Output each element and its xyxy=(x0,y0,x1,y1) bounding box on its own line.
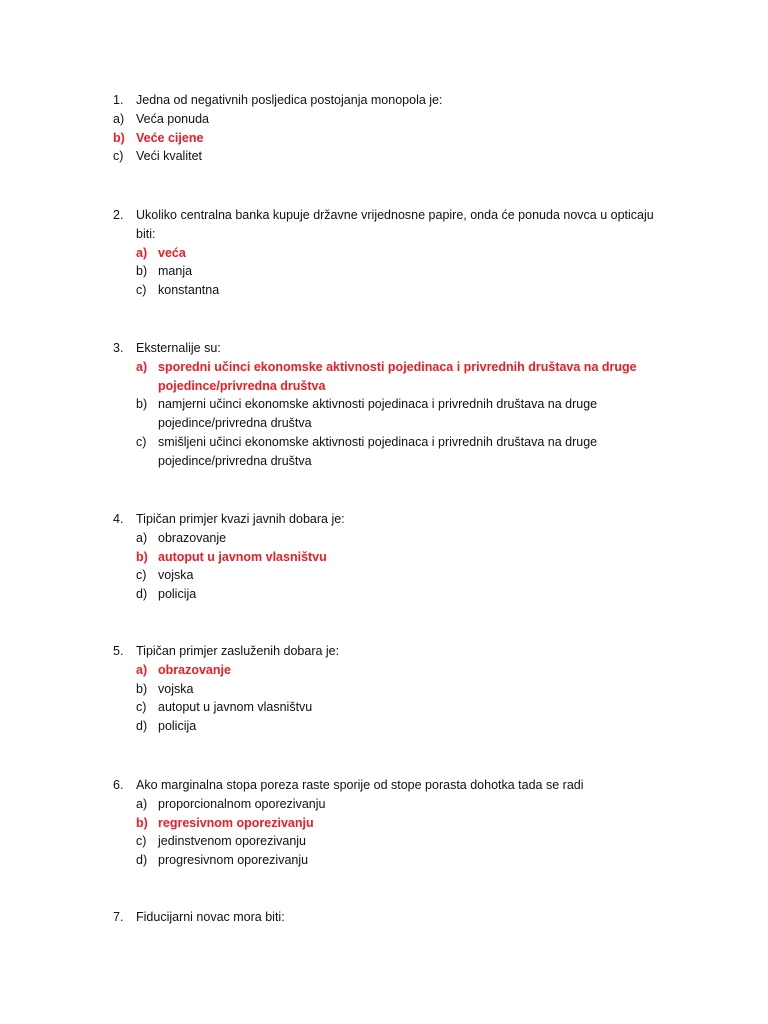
option-text: proporcionalnom oporezivanju xyxy=(158,796,326,811)
option-label: b) xyxy=(136,264,148,279)
option-text: policija xyxy=(158,719,197,734)
option-label: a) xyxy=(136,245,148,260)
option-label: c) xyxy=(136,434,147,449)
question-text: Fiducijarni novac mora biti: xyxy=(136,910,285,924)
option-label: b) xyxy=(136,681,148,696)
option-label: c) xyxy=(136,834,147,849)
question-6 xyxy=(113,776,673,870)
question-line xyxy=(113,206,673,225)
option-text-continued: pojedince/privredna društva xyxy=(158,416,312,431)
question-line xyxy=(113,908,673,927)
option-label: b) xyxy=(113,130,125,145)
option-label: a) xyxy=(136,662,148,677)
option-label: a) xyxy=(136,796,148,811)
answer-option-a-correct xyxy=(113,661,673,680)
option-text: autoput u javnom vlasništvu xyxy=(158,700,313,715)
answer-option-a xyxy=(113,110,673,129)
option-text: obrazovanje xyxy=(158,530,227,545)
answer-option-c xyxy=(113,698,673,717)
option-label: d) xyxy=(136,587,148,602)
option-text: regresivnom oporezivanju xyxy=(158,815,314,830)
answer-option-c xyxy=(113,832,673,851)
question-number: 2. xyxy=(113,208,124,222)
question-text: Eksternalije su: xyxy=(136,341,221,355)
option-text: Veće cijene xyxy=(136,130,204,145)
answer-option-b xyxy=(113,262,673,281)
answer-option-b-correct xyxy=(113,548,673,567)
question-line xyxy=(113,642,673,661)
question-number: 5. xyxy=(113,644,124,658)
option-label: c) xyxy=(136,283,147,298)
question-line xyxy=(113,776,673,795)
answer-option-a-correct xyxy=(113,358,673,377)
answer-option-d xyxy=(113,717,673,736)
answer-option-a-correct xyxy=(113,244,673,263)
answer-option-d xyxy=(113,851,673,870)
option-text: manja xyxy=(158,264,193,279)
answer-option-b-correct xyxy=(113,129,673,148)
option-label: c) xyxy=(113,149,124,164)
option-text: progresivnom oporezivanju xyxy=(158,853,309,868)
option-label: a) xyxy=(113,111,125,126)
question-number: 1. xyxy=(113,93,124,107)
option-label: b) xyxy=(136,815,148,830)
option-text: jedinstvenom oporezivanju xyxy=(158,834,307,849)
question-5 xyxy=(113,642,673,736)
option-text: konstantna xyxy=(158,283,220,298)
option-text: policija xyxy=(158,587,197,602)
answer-option-c xyxy=(113,566,673,585)
option-label: b) xyxy=(136,549,148,564)
answer-option-b-correct xyxy=(113,814,673,833)
answer-option-b xyxy=(113,395,673,414)
answer-option-a xyxy=(113,795,673,814)
option-label: b) xyxy=(136,397,148,412)
question-text: Tipičan primjer zasluženih dobara je: xyxy=(136,644,340,658)
option-text-continued: pojedince/privredna društva xyxy=(158,453,312,468)
answer-option-c xyxy=(113,433,673,452)
question-text: Tipičan primjer kvazi javnih dobara je: xyxy=(136,512,345,526)
option-label: c) xyxy=(136,568,147,583)
question-text: Jedna od negativnih posljedica postojanja monopola je: xyxy=(136,93,443,107)
question-line xyxy=(113,339,673,358)
option-text: Veća ponuda xyxy=(136,111,209,126)
option-text: autoput u javnom vlasništvu xyxy=(158,549,327,564)
answer-option-b xyxy=(113,680,673,699)
question-text: Ukoliko centralna banka kupuje državne vrijednosne papire, onda će ponuda novca u opticaju xyxy=(136,208,654,222)
question-number: 4. xyxy=(113,512,124,526)
option-text: vojska xyxy=(158,568,194,583)
question-number: 3. xyxy=(113,341,124,355)
option-label: d) xyxy=(136,853,148,868)
option-label: c) xyxy=(136,700,147,715)
option-text: vojska xyxy=(158,681,194,696)
option-text-continued: pojedince/privredna društva xyxy=(158,378,326,393)
answer-option-c xyxy=(113,147,673,166)
answer-option-c xyxy=(113,281,673,300)
question-1 xyxy=(113,91,673,166)
question-line xyxy=(113,510,673,529)
option-label: a) xyxy=(136,530,148,545)
option-label: d) xyxy=(136,719,148,734)
question-text-continued: biti: xyxy=(136,226,156,241)
option-text: sporedni učinci ekonomske aktivnosti pojedinaca i privrednih društava na druge xyxy=(158,359,637,374)
question-7 xyxy=(113,908,673,927)
option-text: namjerni učinci ekonomske aktivnosti pojedinaca i privrednih društava na druge xyxy=(158,397,598,412)
question-text: Ako marginalna stopa poreza raste sporije od stope porasta dohotka tada se radi xyxy=(136,778,584,792)
option-label: a) xyxy=(136,359,148,374)
question-number: 6. xyxy=(113,778,124,792)
answer-option-a xyxy=(113,529,673,548)
answer-option-d xyxy=(113,585,673,604)
option-text: veća xyxy=(158,245,186,260)
question-2 xyxy=(113,206,673,300)
question-3 xyxy=(113,339,673,471)
option-text: obrazovanje xyxy=(158,662,231,677)
option-text: smišljeni učinci ekonomske aktivnosti pojedinaca i privrednih društava na druge xyxy=(158,434,598,449)
question-line xyxy=(113,91,673,110)
question-4 xyxy=(113,510,673,604)
question-number: 7. xyxy=(113,910,124,924)
option-text: Veći kvalitet xyxy=(136,149,203,164)
